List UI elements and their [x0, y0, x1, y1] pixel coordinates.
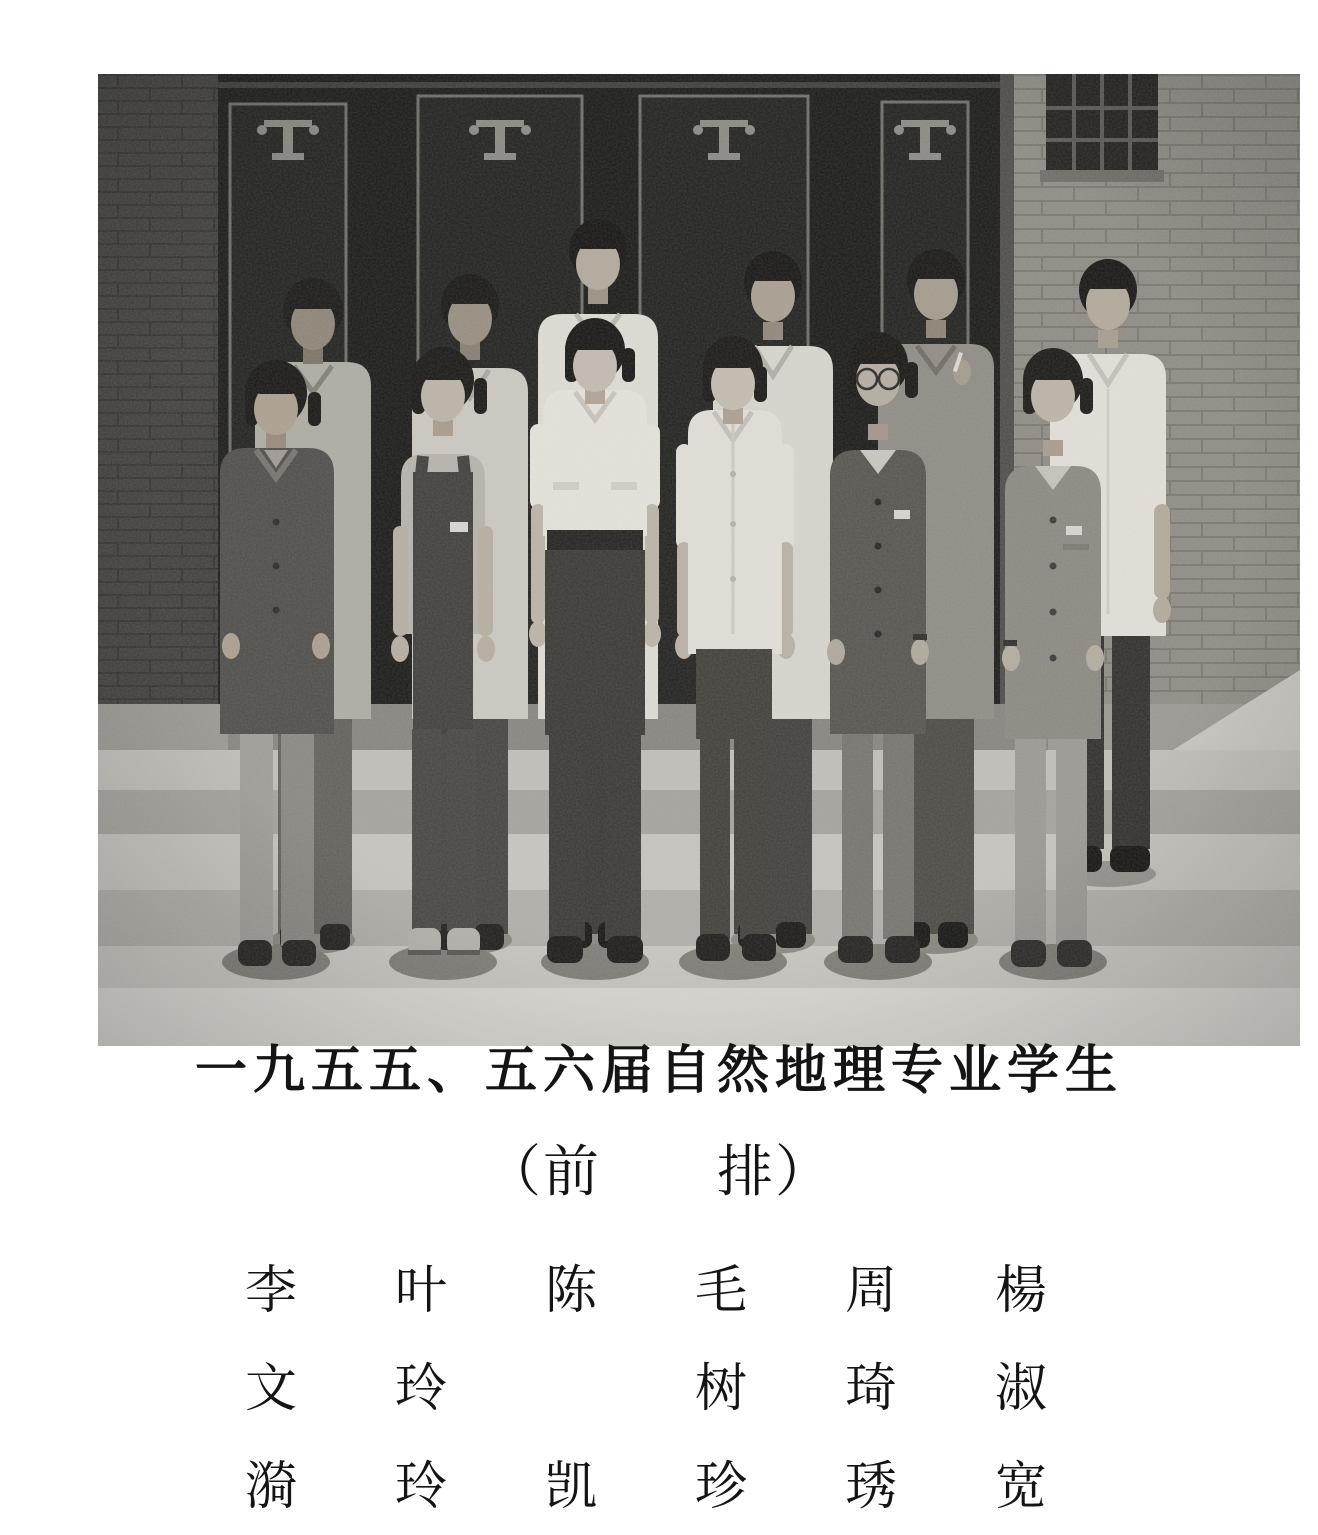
- name-char: 宽: [994, 1459, 1047, 1516]
- name-char: 李: [244, 1263, 297, 1320]
- name-char: [496, 1364, 646, 1416]
- photo-title: 一九五五、五六届自然地理专业学生: [194, 1042, 1123, 1100]
- name-char: 凯: [544, 1459, 597, 1516]
- name-char: 叶: [394, 1263, 447, 1320]
- group-photo: [98, 74, 1300, 1046]
- name-char: 玲: [394, 1459, 447, 1516]
- name-char: 陈: [544, 1263, 597, 1320]
- name-char: 文: [244, 1361, 297, 1418]
- names-grid: [196, 1263, 1096, 1516]
- photo-scene: [98, 74, 1300, 1046]
- name-char: 楊: [994, 1263, 1047, 1320]
- name-char: 周: [844, 1263, 897, 1320]
- name-char: 珍: [694, 1459, 747, 1516]
- name-char: 淑: [994, 1361, 1047, 1418]
- front-row-label: （前 排）: [485, 1142, 833, 1204]
- name-char: 毛: [694, 1263, 747, 1320]
- name-char: 玲: [394, 1361, 447, 1418]
- photo-grain: [98, 74, 1300, 1046]
- name-char: 琇: [844, 1459, 897, 1516]
- name-char: 漪: [244, 1459, 297, 1516]
- name-char: 琦: [844, 1361, 897, 1418]
- name-char: 树: [694, 1361, 747, 1418]
